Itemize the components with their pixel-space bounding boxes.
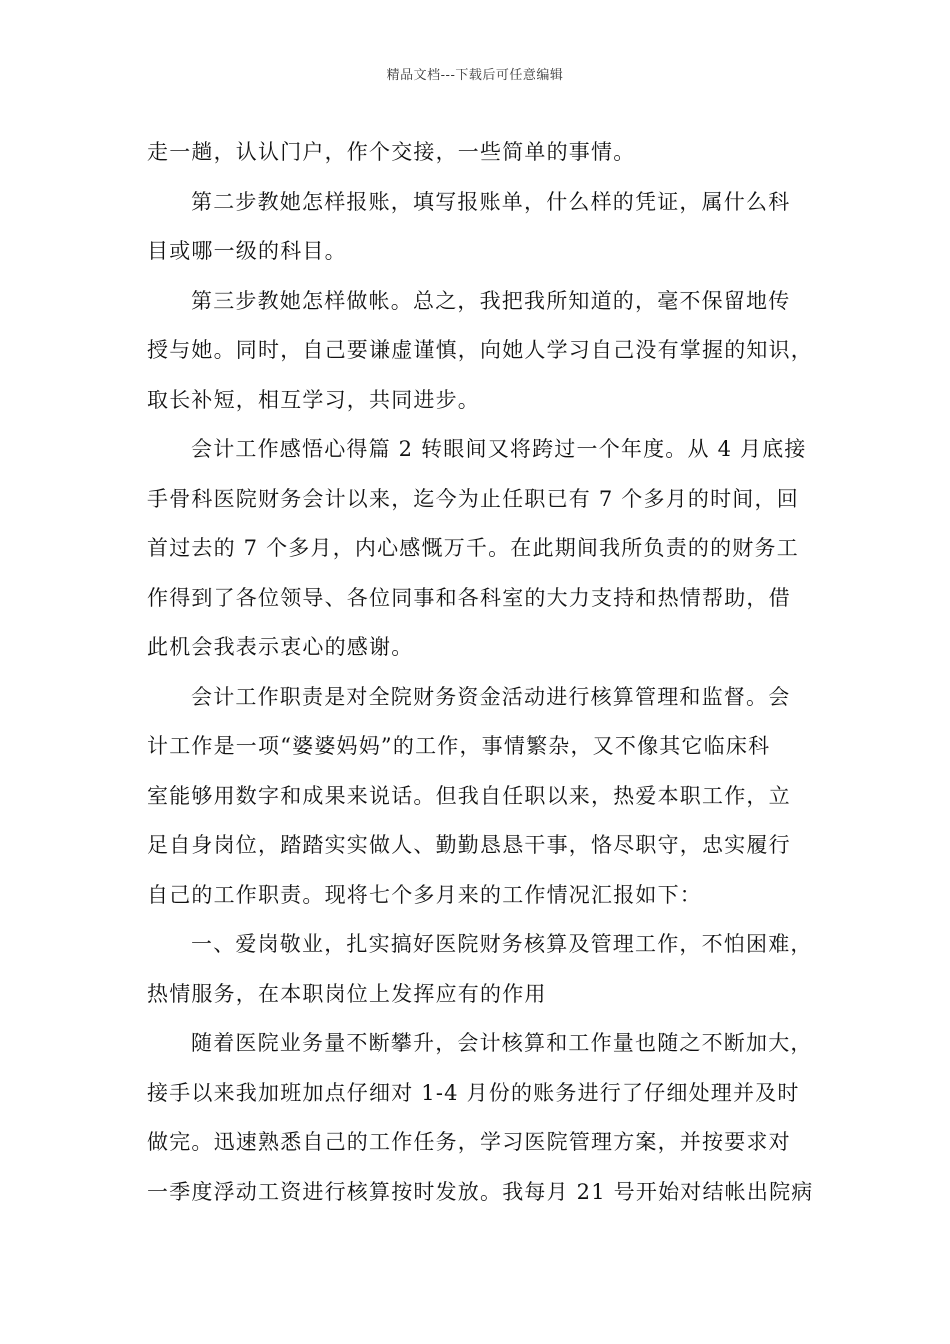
text-line: 取长补短，相互学习，共同进步。 [147,387,480,412]
text-line: 会计工作职责是对全院财务资金活动进行核算管理和监督。会 [191,684,791,709]
text-line: 做完。迅速熟悉自己的工作任务，学习医院管理方案，并按要求对 [147,1130,791,1154]
text-line: 目或哪一级的科目。 [147,239,347,263]
text-line: 一、爱岗敬业，扎实搞好医院财务核算及管理工作，不怕困难， [191,932,813,956]
text-line: 手骨科医院财务会计以来，迄今为止任职已有 7 个多月的时间，回 [147,486,799,511]
text-line: 自己的工作职责。现将七个多月来的工作情况汇报如下： [147,882,702,907]
text-line: 足自身岗位，踏踏实实做人、勤勤恳恳干事，恪尽职守，忠实履行 [147,833,791,857]
text-line: 第二步教她怎样报账，填写报账单，什么样的凭证，属什么科 [191,189,791,214]
text-line: 计工作是一项“婆婆妈妈”的工作，事情繁杂，又不像其它临床科 [147,734,771,758]
text-line: 热情服务，在本职岗位上发挥应有的作用 [147,981,547,1006]
document-body [147,128,814,1217]
text-line: 第三步教她怎样做帐。总之，我把我所知道的，毫不保留地传 [191,288,791,313]
text-line: 授与她。同时，自己要谦虚谨慎，向她人学习自己没有掌握的知识， [147,338,813,362]
text-line: 室能够用数字和成果来说话。但我自任职以来，热爱本职工作，立 [147,783,791,808]
page-header: 精品文档---下载后可任意编辑 [386,68,564,83]
text-line: 随着医院业务量不断攀升，会计核算和工作量也随之不断加大， [191,1031,813,1055]
text-line: 此机会我表示衷心的感谢。 [147,635,414,659]
text-line: 一季度浮动工资进行核算按时发放。我每月 21 号开始对结帐出院病 [147,1179,814,1204]
text-line: 作得到了各位领导、各位同事和各科室的大力支持和热情帮助，借 [147,585,791,610]
text-line: 会计工作感悟心得篇 2 转眼间又将跨过一个年度。从 4 月底接 [191,437,807,461]
text-line: 首过去的 7 个多月，内心感慨万千。在此期间我所负责的的财务工 [147,536,799,560]
text-line: 走一趟，认认门户，作个交接，一些简单的事情。 [147,140,636,164]
text-line: 接手以来我加班加点仔细对 1-4 月份的账务进行了仔细处理并及时 [147,1080,800,1105]
